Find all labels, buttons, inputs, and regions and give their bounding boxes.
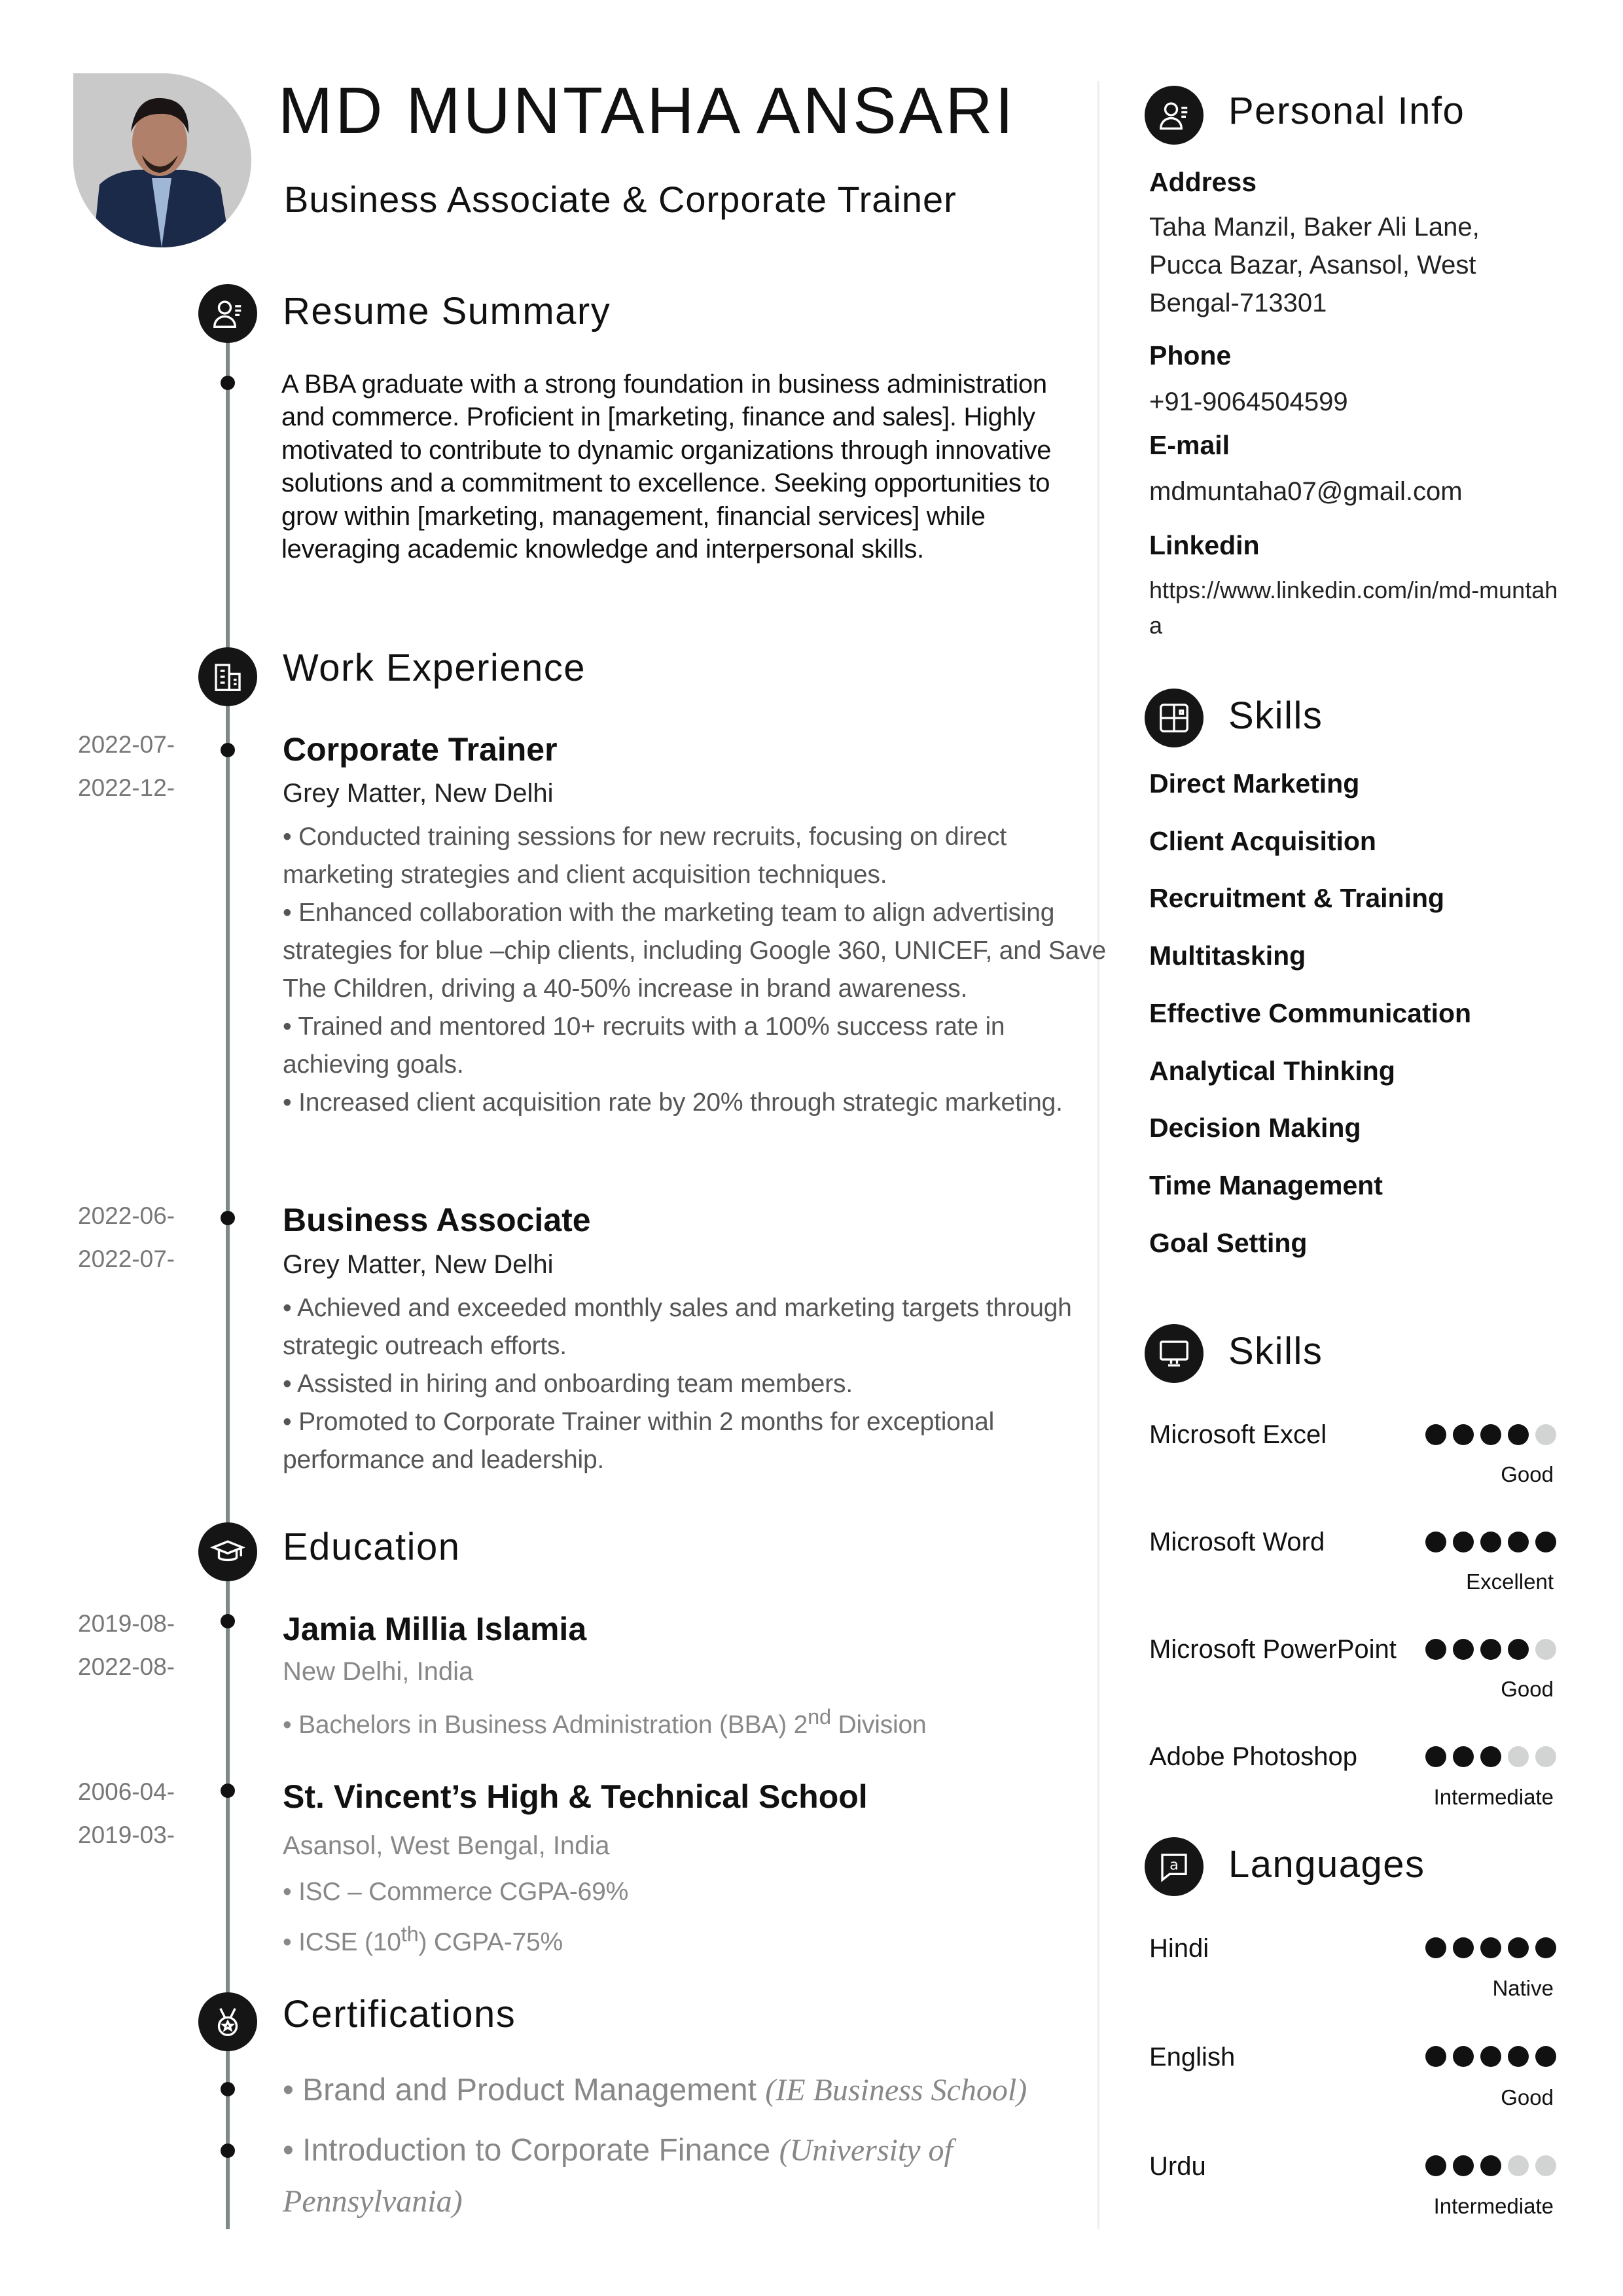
rating-dot-filled bbox=[1480, 1424, 1501, 1445]
skill-item: Direct Marketing bbox=[1149, 768, 1360, 798]
section-heading-languages: Languages bbox=[1228, 1843, 1425, 1886]
rating-label: Good bbox=[1501, 1677, 1554, 1701]
personal-info-icon bbox=[1145, 86, 1204, 145]
job-dates bbox=[78, 723, 175, 810]
rating-dots bbox=[1425, 2155, 1556, 2176]
job-bullet: • Promoted to Corporate Trainer within 2 months for exceptional performance and leadership. bbox=[283, 1403, 1114, 1479]
section-heading-skills: Skills bbox=[1228, 694, 1323, 737]
profile-icon bbox=[198, 284, 257, 343]
job-end-date: 2022-07- bbox=[78, 1246, 175, 1272]
rating-dot-filled bbox=[1425, 1639, 1446, 1660]
rating-dot-filled bbox=[1453, 2155, 1474, 2176]
job-bullet: • Enhanced collaboration with the marketing team to align advertising strategies for blue –chip clients, including Google 360, UNICEF, and Save The Children, driving a 40-50% increase in brand awareness. bbox=[283, 894, 1114, 1008]
rating-dot-filled bbox=[1425, 2046, 1446, 2067]
rating-label: Excellent bbox=[1466, 1570, 1554, 1594]
rating-label: Intermediate bbox=[1433, 2194, 1554, 2218]
rated-item-name: Urdu bbox=[1149, 2152, 1206, 2181]
rating-label: Intermediate bbox=[1433, 1785, 1554, 1809]
email-label: E-mail bbox=[1149, 430, 1230, 460]
skill-item: Effective Communication bbox=[1149, 997, 1472, 1028]
edu-end-date: 2019-03- bbox=[78, 1821, 175, 1848]
job-bullet: • Trained and mentored 10+ recruits with a 100% success rate in achieving goals. bbox=[283, 1008, 1114, 1084]
degree-text: Bachelors in Business Administration (BBA) 2 bbox=[298, 1711, 808, 1739]
timeline-dot bbox=[221, 743, 235, 757]
rated-item-name: English bbox=[1149, 2043, 1236, 2072]
skill-item: Time Management bbox=[1149, 1170, 1383, 1200]
rating-dot-filled bbox=[1508, 1532, 1529, 1552]
job-start-date: 2022-06- bbox=[78, 1202, 175, 1229]
job-dates bbox=[78, 1194, 175, 1281]
medal-icon bbox=[198, 1992, 257, 2051]
edu-bullet: • ISC – Commerce CGPA-69% bbox=[283, 1871, 1114, 1913]
job-company: Grey Matter, New Delhi bbox=[283, 1250, 554, 1279]
timeline-line bbox=[226, 340, 230, 2229]
rated-item-name: Microsoft Word bbox=[1149, 1528, 1325, 1556]
address-line: Bengal-713301 bbox=[1149, 289, 1327, 317]
job-bullet: • Assisted in hiring and onboarding team members. bbox=[283, 1365, 1114, 1403]
rating-dot-empty bbox=[1535, 1424, 1556, 1445]
rating-dot-filled bbox=[1480, 1639, 1501, 1660]
skills-grid-icon bbox=[1145, 689, 1204, 747]
rating-dot-empty bbox=[1535, 1746, 1556, 1767]
rating-dot-filled bbox=[1425, 1746, 1446, 1767]
edu-bullet bbox=[283, 1698, 1114, 1744]
rating-dot-filled bbox=[1425, 2155, 1446, 2176]
rating-dot-filled bbox=[1508, 1937, 1529, 1958]
rating-dot-filled bbox=[1480, 1937, 1501, 1958]
address-line: Pucca Bazar, Asansol, West bbox=[1149, 251, 1476, 279]
icse-score: ) CGPA-75% bbox=[418, 1928, 563, 1956]
education-dates bbox=[78, 1770, 175, 1857]
svg-text:a: a bbox=[1169, 1856, 1179, 1874]
edu-start-date: 2019-08- bbox=[78, 1610, 175, 1637]
profile-photo bbox=[73, 73, 251, 247]
rated-item-name: Adobe Photoshop bbox=[1149, 1742, 1358, 1771]
icse-sup: th bbox=[401, 1922, 419, 1946]
job-title: Corporate Trainer bbox=[283, 731, 558, 768]
degree-sup: nd bbox=[808, 1705, 831, 1729]
rated-item-name: Microsoft Excel bbox=[1149, 1420, 1327, 1449]
rating-label: Native bbox=[1492, 1976, 1554, 2000]
school-name: Jamia Millia Islamia bbox=[283, 1611, 587, 1647]
certification-item: • Introduction to Corporate Finance (University of Pennsylvania) bbox=[283, 2133, 953, 2219]
rating-dot-filled bbox=[1453, 1424, 1474, 1445]
rating-dot-filled bbox=[1480, 2046, 1501, 2067]
building-icon bbox=[198, 647, 257, 706]
rating-dot-empty bbox=[1508, 1746, 1529, 1767]
rating-dot-filled bbox=[1425, 1532, 1446, 1552]
rating-dot-filled bbox=[1535, 2046, 1556, 2067]
linkedin-link[interactable]: https://www.linkedin.com/in/md-muntaha bbox=[1149, 577, 1558, 639]
degree-division: Division bbox=[830, 1711, 927, 1739]
timeline-dot bbox=[221, 2082, 235, 2096]
summary-text: A BBA graduate with a strong foundation in business administration and commerce. Proficient in [marketing, finance and sales]. Highly motivated to contribute to dynamic organizations through innovative solutions and a commitment to excellence. Seeking opportunities to grow within [marketing, management, financial services] while leveraging academic knowledge and interpersonal skills. bbox=[281, 370, 1052, 564]
rating-dot-filled bbox=[1535, 1937, 1556, 1958]
edu-bullets bbox=[283, 1871, 1114, 1964]
edu-end-date: 2022-08- bbox=[78, 1653, 175, 1680]
rating-dot-filled bbox=[1480, 2155, 1501, 2176]
rating-dot-filled bbox=[1508, 1639, 1529, 1660]
timeline-dot bbox=[221, 2144, 235, 2158]
skill-item: Multitasking bbox=[1149, 941, 1306, 971]
rating-dots bbox=[1425, 1746, 1556, 1767]
job-bullets bbox=[283, 818, 1114, 1122]
rating-label: Good bbox=[1501, 1462, 1554, 1486]
edu-bullet bbox=[283, 1913, 1114, 1964]
edu-start-date: 2006-04- bbox=[78, 1778, 175, 1805]
address-line: Taha Manzil, Baker Ali Lane, bbox=[1149, 213, 1480, 242]
school-name: St. Vincent’s High & Technical School bbox=[283, 1778, 868, 1815]
cert-issuer: (University of Pennsylvania) bbox=[283, 2133, 953, 2219]
rating-label: Good bbox=[1501, 2085, 1554, 2109]
timeline-dot bbox=[221, 1211, 235, 1225]
certification-item: • Brand and Product Management (IE Business School) bbox=[283, 2073, 1027, 2108]
rating-dot-filled bbox=[1480, 1746, 1501, 1767]
timeline-dot bbox=[221, 1614, 235, 1628]
graduation-cap-icon bbox=[198, 1522, 257, 1581]
rating-dots bbox=[1425, 1937, 1556, 1958]
rating-dot-empty bbox=[1535, 2155, 1556, 2176]
cert-name: Brand and Product Management bbox=[302, 2073, 757, 2108]
rating-dot-filled bbox=[1508, 1424, 1529, 1445]
rating-dot-filled bbox=[1453, 1532, 1474, 1552]
rated-item-name: Hindi bbox=[1149, 1934, 1209, 1963]
rating-dot-filled bbox=[1425, 1937, 1446, 1958]
job-title: Business Associate bbox=[283, 1202, 591, 1238]
section-heading-education: Education bbox=[283, 1526, 461, 1568]
job-bullets bbox=[283, 1289, 1114, 1479]
candidate-title: Business Associate & Corporate Trainer bbox=[284, 179, 957, 220]
address-label: Address bbox=[1149, 167, 1257, 197]
rated-item-name: Microsoft PowerPoint bbox=[1149, 1635, 1397, 1664]
rating-dot-filled bbox=[1535, 1532, 1556, 1552]
cert-issuer: (IE Business School) bbox=[765, 2073, 1027, 2108]
skill-item: Recruitment & Training bbox=[1149, 883, 1445, 914]
rating-dot-empty bbox=[1535, 1639, 1556, 1660]
rating-dot-empty bbox=[1508, 2155, 1529, 2176]
icse-text: ICSE (10 bbox=[298, 1928, 401, 1956]
job-bullet: • Increased client acquisition rate by 20% through strategic marketing. bbox=[283, 1084, 1114, 1122]
school-location: New Delhi, India bbox=[283, 1657, 474, 1686]
skill-item: Decision Making bbox=[1149, 1113, 1361, 1143]
job-bullet: • Achieved and exceeded monthly sales and marketing targets through strategic outreach efforts. bbox=[283, 1289, 1114, 1365]
rating-dot-filled bbox=[1453, 2046, 1474, 2067]
section-heading-summary: Resume Summary bbox=[283, 290, 611, 332]
edu-bullets bbox=[283, 1698, 1114, 1744]
job-end-date: 2022-12- bbox=[78, 774, 175, 801]
school-location: Asansol, West Bengal, India bbox=[283, 1831, 610, 1860]
education-dates bbox=[78, 1602, 175, 1689]
job-bullet: • Conducted training sessions for new recruits, focusing on direct marketing strategies and client acquisition techniques. bbox=[283, 818, 1114, 894]
chat-bubble-icon bbox=[1145, 1837, 1204, 1896]
section-heading-personal-info: Personal Info bbox=[1228, 90, 1465, 132]
rating-dot-filled bbox=[1453, 1746, 1474, 1767]
timeline-dot bbox=[221, 376, 235, 390]
rating-dot-filled bbox=[1453, 1937, 1474, 1958]
section-heading-work: Work Experience bbox=[283, 647, 586, 689]
email-link[interactable]: mdmuntaha07@gmail.com bbox=[1149, 477, 1463, 506]
rating-dot-filled bbox=[1453, 1639, 1474, 1660]
rating-dots bbox=[1425, 1424, 1556, 1445]
rating-dot-filled bbox=[1425, 1424, 1446, 1445]
address-value bbox=[1149, 208, 1568, 322]
candidate-name: MD MUNTAHA ANSARI bbox=[278, 74, 1016, 147]
job-company: Grey Matter, New Delhi bbox=[283, 779, 554, 808]
timeline-dot bbox=[221, 1784, 235, 1798]
skill-item: Analytical Thinking bbox=[1149, 1055, 1395, 1086]
rating-dots bbox=[1425, 1639, 1556, 1660]
job-start-date: 2022-07- bbox=[78, 731, 175, 758]
phone-label: Phone bbox=[1149, 340, 1232, 370]
phone-value: +91-9064504599 bbox=[1149, 387, 1348, 416]
rating-dot-filled bbox=[1508, 2046, 1529, 2067]
section-heading-software-skills: Skills bbox=[1228, 1330, 1323, 1372]
skill-item: Client Acquisition bbox=[1149, 825, 1376, 856]
linkedin-label: Linkedin bbox=[1149, 530, 1260, 560]
rating-dots bbox=[1425, 2046, 1556, 2067]
cert-name: Introduction to Corporate Finance bbox=[302, 2133, 771, 2168]
skill-item: Goal Setting bbox=[1149, 1227, 1308, 1258]
rating-dot-filled bbox=[1480, 1532, 1501, 1552]
person-photo-icon bbox=[73, 73, 251, 247]
section-heading-certifications: Certifications bbox=[283, 1993, 516, 2036]
monitor-icon bbox=[1145, 1324, 1204, 1383]
rating-dots bbox=[1425, 1532, 1556, 1552]
